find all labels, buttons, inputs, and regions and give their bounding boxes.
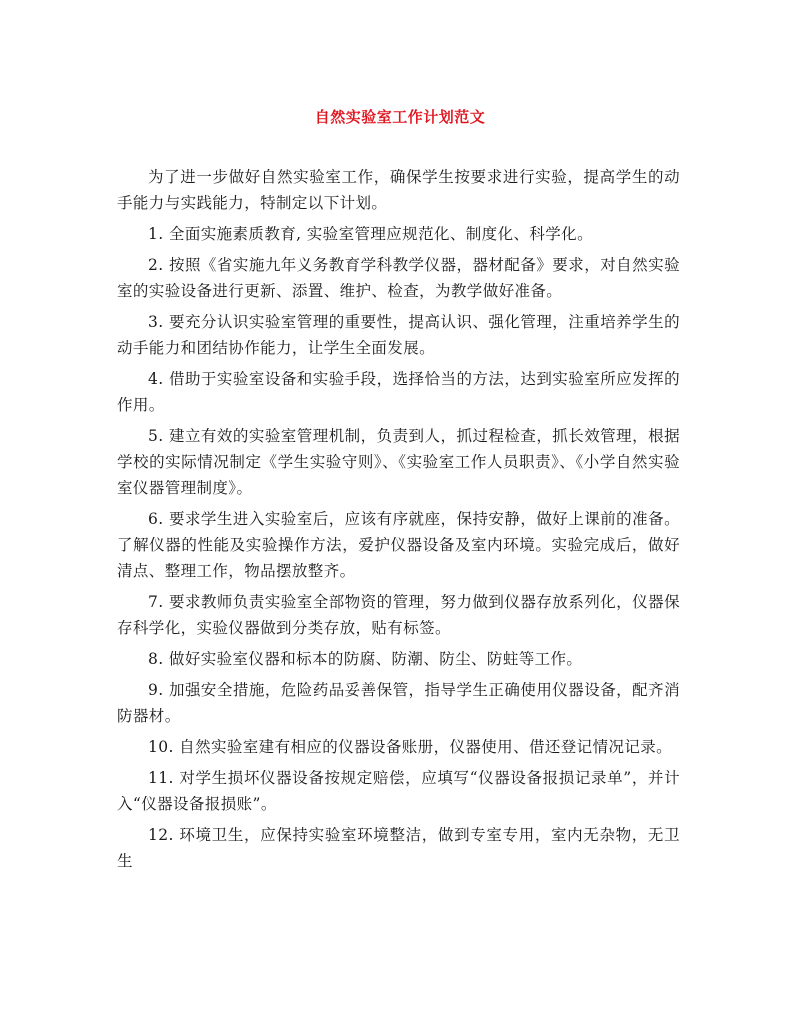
list-item: 5. 建立有效的实验室管理机制，负责到人，抓过程检查，抓长效管理，根据学校的实际情况制定《学生实验守则》、《实验室工作人员职责》、《小学自然实验室仪器管理制度》。 xyxy=(117,427,680,497)
list-item: 6. 要求学生进入实验室后，应该有序就座，保持安静，做好上课前的准备。了解仪器的性能及实验操作方法，爱护仪器设备及室内环境。实验完成后，做好清点、整理工作，物品摆放整齐。 xyxy=(117,510,680,580)
list-item: 1. 全面实施素质教育, 实验室管理应规范化、制度化、科学化。 xyxy=(148,225,593,243)
list-item: 12. 环境卫生，应保持实验室环境整洁，做到专室专用，室内无杂物，无卫生 xyxy=(117,826,680,870)
intro-paragraph: 为了进一步做好自然实验室工作，确保学生按要求进行实验，提高学生的动手能力与实践能力，特制定以下计划。 xyxy=(117,168,680,212)
list-item: 8. 做好实验室仪器和标本的防腐、防潮、防尘、防蛀等工作。 xyxy=(148,650,583,668)
list-item: 2. 按照《省实施九年义务教育学科教学仪器，器材配备》要求，对自然实验室的实验设备进行更新、添置、维护、检查，为教学做好准备。 xyxy=(117,256,680,300)
list-item: 4. 借助于实验室设备和实验手段，选择恰当的方法，达到实验室所应发挥的作用。 xyxy=(117,370,680,414)
list-item: 7. 要求教师负责实验室全部物资的管理，努力做到仪器存放系列化，仪器保存科学化，实验仪器做到分类存放，贴有标签。 xyxy=(117,593,680,637)
list-item: 9. 加强安全措施，危险药品妥善保管，指导学生正确使用仪器设备，配齐消防器材。 xyxy=(117,681,680,725)
list-item: 11. 对学生损坏仪器设备按规定赔偿，应填写“仪器设备报损记录单”，并计入“仪器设备报损账”。 xyxy=(117,769,680,813)
document-title: 自然实验室工作计划范文 xyxy=(314,108,486,126)
document-body xyxy=(117,164,680,879)
list-item: 10. 自然实验室建有相应的仪器设备账册，仪器使用、借还登记情况记录。 xyxy=(148,738,673,756)
list-item: 3. 要充分认识实验室管理的重要性，提高认识、强化管理，注重培养学生的动手能力和团结协作能力，让学生全面发展。 xyxy=(117,313,680,357)
